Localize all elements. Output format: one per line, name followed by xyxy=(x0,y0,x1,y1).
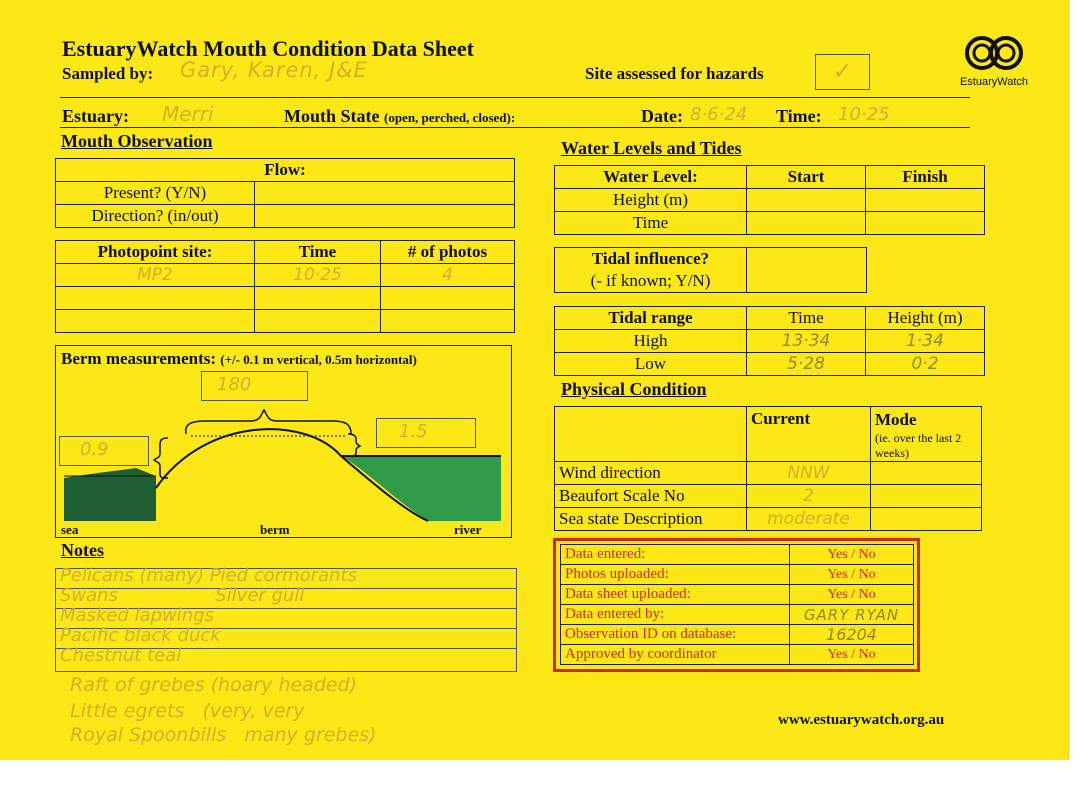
berm-label: berm xyxy=(260,522,290,537)
tidal-range-header: Tidal range xyxy=(555,307,747,330)
direction-label: Direction? (in/out) xyxy=(56,205,255,228)
notes-line: Pacific black duck xyxy=(60,625,221,646)
date-label: Date: xyxy=(641,106,683,126)
river-height-value: 1.5 xyxy=(399,421,428,442)
water-level-header: Water Level: xyxy=(555,166,747,189)
tidal-influence-label-cell xyxy=(555,248,747,293)
photos-uploaded-toggle[interactable]: Yes / No xyxy=(790,565,914,585)
mode-header-cell xyxy=(871,407,982,462)
photopoint-empty-cell[interactable] xyxy=(56,287,255,310)
notes-line: Little egrets (very, very xyxy=(70,700,305,722)
notes-area[interactable] xyxy=(55,565,515,748)
height-label: Height (m) xyxy=(555,189,747,212)
observation-id-value[interactable]: 16204 xyxy=(790,625,914,645)
present-value[interactable] xyxy=(255,182,515,205)
water-level-table xyxy=(554,165,985,235)
wind-direction-label: Wind direction xyxy=(555,462,747,485)
notes-line: Royal Spoonbills many grebes) xyxy=(70,724,377,746)
info-divider xyxy=(60,127,970,128)
berm-hint: (+/- 0.1 m vertical, 0.5m horizontal) xyxy=(220,352,417,367)
high-label: High xyxy=(555,330,747,353)
admin-label: Observation ID on database: xyxy=(561,625,790,645)
flow-table xyxy=(55,158,515,228)
hazards-check-mark: ✓ xyxy=(832,57,853,85)
river-label: river xyxy=(454,522,482,537)
notes-line: Masked lapwings xyxy=(60,605,214,626)
photopoint-empty-cell[interactable] xyxy=(381,287,515,310)
approved-toggle[interactable]: Yes / No xyxy=(790,645,914,665)
low-label: Low xyxy=(555,353,747,376)
estuary-label: Estuary: xyxy=(62,106,129,126)
time-label: Time: xyxy=(776,106,822,126)
current-header: Current xyxy=(747,407,871,462)
notes-title: Notes xyxy=(61,540,104,560)
tidal-influence-label: Tidal influence? xyxy=(591,249,710,268)
hazards-checkbox[interactable] xyxy=(815,54,870,90)
data-entered-toggle[interactable]: Yes / No xyxy=(790,545,914,565)
sea-height-value: 0.9 xyxy=(80,439,109,460)
berm-panel xyxy=(55,345,512,538)
low-height-value[interactable]: 0·2 xyxy=(866,353,985,376)
sea-label: sea xyxy=(61,522,79,537)
photopoint-empty-cell[interactable] xyxy=(56,310,255,333)
data-entered-by-value[interactable]: GARY RYAN xyxy=(790,605,914,625)
physical-corner-cell xyxy=(555,407,747,462)
direction-value[interactable] xyxy=(255,205,515,228)
photopoint-empty-cell[interactable] xyxy=(255,310,381,333)
header-divider xyxy=(60,97,970,98)
time-value[interactable]: 10·25 xyxy=(838,104,890,125)
berm-width-brace xyxy=(186,410,351,434)
photopoint-empty-cell[interactable] xyxy=(381,310,515,333)
photopoint-header-time: Time xyxy=(255,241,381,264)
berm-title: Berm measurements: xyxy=(61,349,217,368)
tidal-influence-value[interactable] xyxy=(747,248,867,293)
hazards-label: Site assessed for hazards xyxy=(585,64,764,83)
mode-header: Mode xyxy=(875,410,917,429)
finish-header: Finish xyxy=(866,166,985,189)
photopoint-site-value[interactable]: MP2 xyxy=(56,264,255,287)
photopoint-table xyxy=(55,240,515,333)
tidal-height-header: Height (m) xyxy=(866,307,985,330)
water-levels-title: Water Levels and Tides xyxy=(561,138,742,158)
admin-label: Data sheet uploaded: xyxy=(561,585,790,605)
estuary-value[interactable]: Merri xyxy=(162,102,214,126)
footer-url[interactable]: www.estuarywatch.org.au xyxy=(778,712,945,728)
physical-condition-title: Physical Condition xyxy=(561,379,707,399)
mode-hint: (ie. over the last 2 weeks) xyxy=(875,431,962,460)
sampled-by-value[interactable]: Gary, Karen, J&E xyxy=(180,58,368,82)
sea-height-brace xyxy=(154,438,168,478)
admin-label: Data entered: xyxy=(561,545,790,565)
high-time-value[interactable]: 13·34 xyxy=(747,330,866,353)
berm-width-box[interactable] xyxy=(201,371,308,401)
admin-label: Data entered by: xyxy=(561,605,790,625)
tidal-range-table xyxy=(554,306,985,376)
mouth-observation-title: Mouth Observation xyxy=(61,131,213,151)
beaufort-label: Beaufort Scale No xyxy=(555,485,747,508)
date-value[interactable]: 8·6·24 xyxy=(690,104,748,125)
sheet-title: EstuaryWatch Mouth Condition Data Sheet xyxy=(62,36,474,61)
river-height-brace xyxy=(348,434,360,456)
photopoint-header-site: Photopoint site: xyxy=(56,241,255,264)
data-sheet-uploaded-toggle[interactable]: Yes / No xyxy=(790,585,914,605)
mouth-state-hint: (open, perched, closed): xyxy=(384,110,516,125)
logo-text: EstuaryWatch xyxy=(959,76,1029,88)
berm-width-value: 180 xyxy=(217,374,252,395)
logo-rings-icon xyxy=(958,33,1030,73)
height-start-cell[interactable] xyxy=(747,189,866,212)
time-row-label: Time xyxy=(555,212,747,235)
admin-label: Approved by coordinator xyxy=(561,645,790,665)
sea-state-value[interactable]: moderate xyxy=(747,508,871,531)
present-label: Present? (Y/N) xyxy=(56,182,255,205)
flow-header: Flow: xyxy=(56,159,515,182)
wind-direction-mode[interactable] xyxy=(871,462,982,485)
start-header: Start xyxy=(747,166,866,189)
admin-panel xyxy=(553,538,920,672)
photopoint-header-count: # of photos xyxy=(381,241,515,264)
low-time-value[interactable]: 5·28 xyxy=(747,353,866,376)
photopoint-time-value[interactable]: 10·25 xyxy=(255,264,381,287)
tidal-influence-table xyxy=(554,247,867,293)
estuarywatch-logo xyxy=(958,33,1030,88)
river-height-box[interactable] xyxy=(376,418,476,448)
photopoint-count-value[interactable]: 4 xyxy=(381,264,515,287)
notes-line: Raft of grebes (hoary headed) xyxy=(70,674,358,696)
beaufort-mode[interactable] xyxy=(871,485,982,508)
river-water xyxy=(341,456,501,521)
height-finish-cell[interactable] xyxy=(866,189,985,212)
mouth-state-field[interactable] xyxy=(284,106,515,127)
wind-direction-value[interactable]: NNW xyxy=(747,462,871,485)
notes-line: Swans Silver gull xyxy=(60,585,305,606)
sampled-by-label: Sampled by: xyxy=(62,64,154,83)
physical-condition-table xyxy=(554,406,982,531)
tidal-influence-hint: (- if known; Y/N) xyxy=(590,271,711,290)
mouth-state-label: Mouth State xyxy=(284,106,380,126)
sea-state-mode[interactable] xyxy=(871,508,982,531)
time-finish-cell[interactable] xyxy=(866,212,985,235)
time-start-cell[interactable] xyxy=(747,212,866,235)
beaufort-value[interactable]: 2 xyxy=(747,485,871,508)
admin-label: Photos uploaded: xyxy=(561,565,790,585)
high-height-value[interactable]: 1·34 xyxy=(866,330,985,353)
photopoint-empty-cell[interactable] xyxy=(255,287,381,310)
notes-line: Pelicans (many) Pied cormorants xyxy=(60,565,357,586)
tidal-time-header: Time xyxy=(747,307,866,330)
notes-line: Chestnut teal xyxy=(60,645,182,666)
admin-table xyxy=(560,544,914,665)
sea-state-label: Sea state Description xyxy=(555,508,747,531)
sea-height-box[interactable] xyxy=(59,436,149,466)
